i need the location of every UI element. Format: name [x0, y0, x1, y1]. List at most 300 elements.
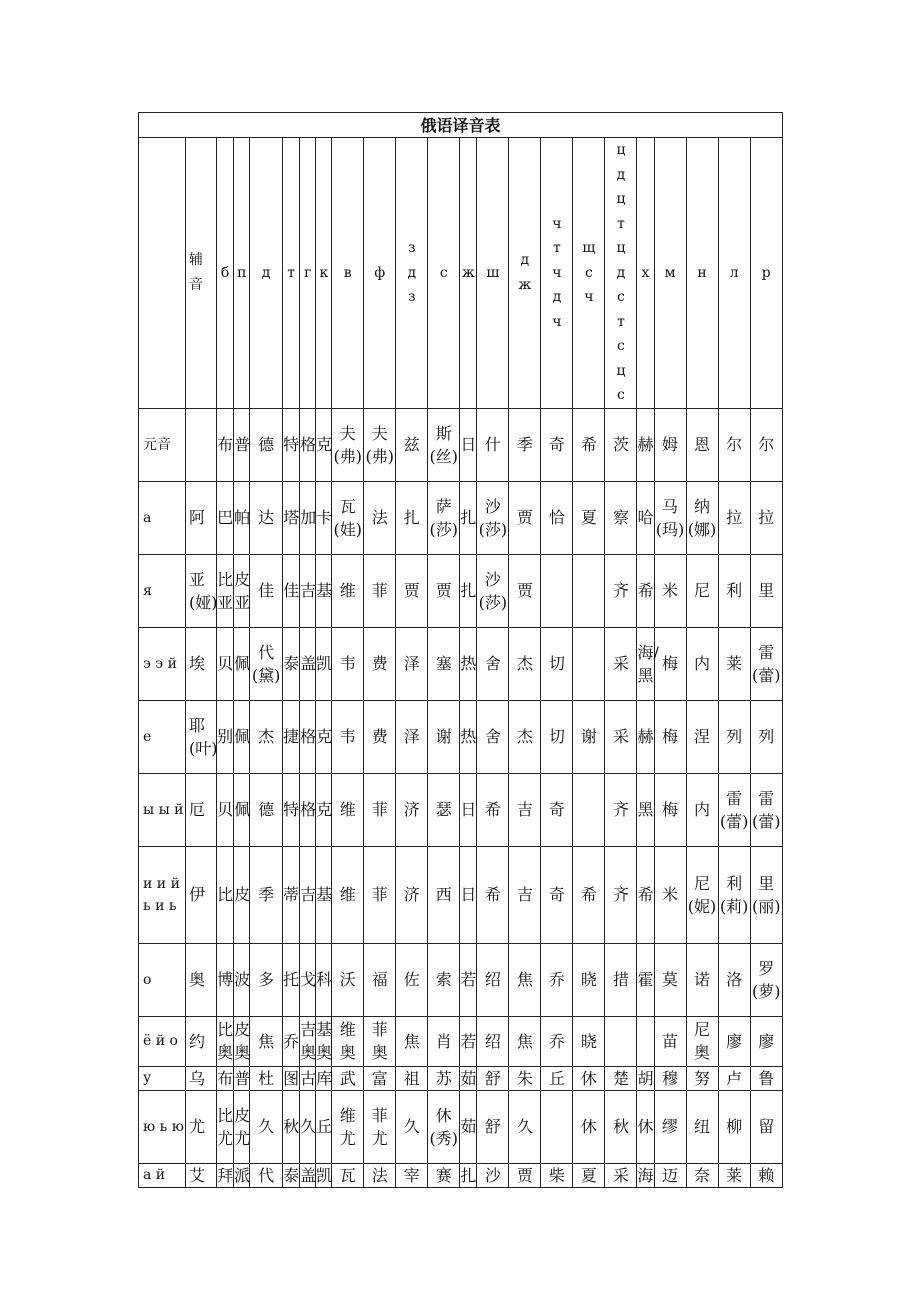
syllable-cell: 盖	[300, 1163, 316, 1187]
header-consonant: ф	[364, 138, 396, 409]
syllable-cell: 谢	[428, 700, 460, 773]
syllable-cell: 格	[300, 700, 316, 773]
vowel-syllable-cell: 艾	[186, 1163, 217, 1187]
syllable-cell: 切	[541, 700, 573, 773]
syllable-cell: 尼奥	[686, 1016, 718, 1066]
syllable-cell: 维奥	[332, 1016, 364, 1066]
syllable-cell: 皮	[234, 846, 250, 943]
syllable-cell: 肖	[428, 1016, 460, 1066]
syllable-cell: 希	[477, 773, 509, 846]
vowel-cell: ё й о	[139, 1016, 186, 1066]
syllable-cell: 茹	[460, 1090, 477, 1163]
syllable-cell: 菲奥	[364, 1016, 396, 1066]
header-row	[139, 138, 783, 409]
syllable-cell: 萨(莎)	[428, 481, 460, 554]
syllable-cell: 富	[364, 1066, 396, 1090]
syllable-cell: 达	[250, 481, 283, 554]
syllable-cell: 内	[686, 627, 718, 700]
syllable-cell: 措	[605, 943, 637, 1016]
syllable-cell: 杰	[509, 627, 541, 700]
syllable-cell: 沙	[477, 1163, 509, 1187]
syllable-cell: 罗(萝)	[750, 943, 782, 1016]
vowel-cell: о	[139, 943, 186, 1016]
syllable-cell: 法	[364, 1163, 396, 1187]
syllable-cell: 佩	[234, 700, 250, 773]
syllable-cell: 福	[364, 943, 396, 1016]
syllable-cell: 里	[750, 554, 782, 627]
table-row	[139, 408, 783, 481]
syllable-cell: 比亚	[217, 554, 234, 627]
syllable-cell: 秋	[283, 1090, 300, 1163]
vowel-syllable-cell: 伊	[186, 846, 217, 943]
syllable-cell: 维	[332, 554, 364, 627]
syllable-cell: 维尤	[332, 1090, 364, 1163]
syllable-cell: 柴	[541, 1163, 573, 1187]
header-consonant: ч т ч д ч	[541, 138, 573, 409]
syllable-cell: 盖	[300, 627, 316, 700]
syllable-cell: 吉	[300, 846, 316, 943]
syllable-cell: 普	[234, 408, 250, 481]
syllable-cell: 纳(娜)	[686, 481, 718, 554]
syllable-cell: 柳	[718, 1090, 750, 1163]
syllable-cell: 乔	[541, 1016, 573, 1066]
syllable-cell: 加	[300, 481, 316, 554]
syllable-cell: 米	[654, 846, 686, 943]
syllable-cell: 宰	[396, 1163, 428, 1187]
syllable-cell: 瑟	[428, 773, 460, 846]
header-corner: 辅音	[186, 138, 217, 409]
vowel-syllable-cell: 约	[186, 1016, 217, 1066]
syllable-cell: 凯	[316, 627, 332, 700]
table-row	[139, 943, 783, 1016]
syllable-cell	[573, 773, 605, 846]
syllable-cell: 扎	[460, 1163, 477, 1187]
syllable-cell: 绍	[477, 943, 509, 1016]
syllable-cell: 杰	[509, 700, 541, 773]
vowel-cell: ю ь ю	[139, 1090, 186, 1163]
syllable-cell: 维	[332, 846, 364, 943]
syllable-cell: 留	[750, 1090, 782, 1163]
syllable-cell: 比尤	[217, 1090, 234, 1163]
syllable-cell: 克	[316, 773, 332, 846]
syllable-cell: 格	[300, 408, 316, 481]
syllable-cell: 雷(蕾)	[718, 773, 750, 846]
syllable-cell: 希	[477, 846, 509, 943]
syllable-cell: 舍	[477, 700, 509, 773]
syllable-cell: 比	[217, 846, 234, 943]
syllable-cell: 吉	[300, 554, 316, 627]
syllable-cell: 费	[364, 700, 396, 773]
syllable-cell: 济	[396, 773, 428, 846]
syllable-cell: 采	[605, 627, 637, 700]
syllable-cell: 西	[428, 846, 460, 943]
syllable-cell: 迈	[654, 1163, 686, 1187]
syllable-cell: 梅	[654, 700, 686, 773]
table-row	[139, 554, 783, 627]
syllable-cell: 贾	[509, 481, 541, 554]
syllable-cell: 纽	[686, 1090, 718, 1163]
syllable-cell: 布	[217, 1066, 234, 1090]
syllable-cell: 诺	[686, 943, 718, 1016]
syllable-cell: 久	[300, 1090, 316, 1163]
syllable-cell: 霍	[637, 943, 654, 1016]
header-consonant: щ с ч	[573, 138, 605, 409]
header-consonant: д	[250, 138, 283, 409]
table-row	[139, 1066, 783, 1090]
vowel-syllable-cell	[186, 408, 217, 481]
syllable-cell: 吉	[509, 846, 541, 943]
syllable-cell: 代(黛)	[250, 627, 283, 700]
syllable-cell: 皮奥	[234, 1016, 250, 1066]
syllable-cell: 基	[316, 846, 332, 943]
syllable-cell: 图	[283, 1066, 300, 1090]
syllable-cell: 塔	[283, 481, 300, 554]
syllable-cell: 奈	[686, 1163, 718, 1187]
syllable-cell: 兹	[396, 408, 428, 481]
header-consonant: т	[283, 138, 300, 409]
syllable-cell: 莱	[718, 1163, 750, 1187]
header-consonant: ц д ц т ц д с т с ц с	[605, 138, 637, 409]
table-row	[139, 1090, 783, 1163]
syllable-cell: 希	[573, 846, 605, 943]
syllable-cell: 库	[316, 1066, 332, 1090]
syllable-cell: 贝	[217, 773, 234, 846]
syllable-cell: 扎	[460, 554, 477, 627]
syllable-cell: 齐	[605, 554, 637, 627]
syllable-cell	[573, 627, 605, 700]
syllable-cell	[541, 1090, 573, 1163]
syllable-cell: 乔	[541, 943, 573, 1016]
syllable-cell: 比奥	[217, 1016, 234, 1066]
syllable-cell: 吉奥	[300, 1016, 316, 1066]
syllable-cell: 莫	[654, 943, 686, 1016]
syllable-cell: 齐	[605, 846, 637, 943]
syllable-cell: 瓦	[332, 1163, 364, 1187]
syllable-cell: 奇	[541, 846, 573, 943]
syllable-cell: 拜	[217, 1163, 234, 1187]
syllable-cell: 哈	[637, 481, 654, 554]
syllable-cell: 菲	[364, 554, 396, 627]
vowel-syllable-cell: 尤	[186, 1090, 217, 1163]
header-consonant: г	[300, 138, 316, 409]
syllable-cell: 梅	[654, 773, 686, 846]
syllable-cell: 济	[396, 846, 428, 943]
syllable-cell: 夫(弗)	[332, 408, 364, 481]
syllable-cell: 涅	[686, 700, 718, 773]
syllable-cell: 齐	[605, 773, 637, 846]
syllable-cell: 维	[332, 773, 364, 846]
table-row	[139, 700, 783, 773]
syllable-cell: 祖	[396, 1066, 428, 1090]
syllable-cell: 希	[573, 408, 605, 481]
header-consonant: д ж	[509, 138, 541, 409]
vowel-syllable-cell: 耶(叶)	[186, 700, 217, 773]
syllable-cell: 季	[250, 846, 283, 943]
vowel-cell: а	[139, 481, 186, 554]
syllable-cell: 马(玛)	[654, 481, 686, 554]
header-consonant: н	[686, 138, 718, 409]
syllable-cell: 舍	[477, 627, 509, 700]
syllable-cell: 赫	[637, 408, 654, 481]
syllable-cell: 察	[605, 481, 637, 554]
syllable-cell: 蒂	[283, 846, 300, 943]
syllable-cell: 奇	[541, 408, 573, 481]
syllable-cell: 恩	[686, 408, 718, 481]
syllable-cell: 日	[460, 846, 477, 943]
syllable-cell: 秋	[605, 1090, 637, 1163]
syllable-cell: 日	[460, 773, 477, 846]
syllable-cell	[573, 554, 605, 627]
syllable-cell: 帕	[234, 481, 250, 554]
syllable-cell: 茹	[460, 1066, 477, 1090]
syllable-cell	[637, 1016, 654, 1066]
vowel-syllable-cell: 厄	[186, 773, 217, 846]
syllable-cell: 恰	[541, 481, 573, 554]
syllable-cell: 休	[573, 1066, 605, 1090]
syllable-cell: 洛	[718, 943, 750, 1016]
syllable-cell: 乔	[283, 1016, 300, 1066]
syllable-cell: 绍	[477, 1016, 509, 1066]
syllable-cell: 托	[283, 943, 300, 1016]
syllable-cell: 海/黑	[637, 627, 654, 700]
syllable-cell	[541, 554, 573, 627]
header-consonant: зд з	[396, 138, 428, 409]
table-row	[139, 1016, 783, 1066]
syllable-cell: 贝	[217, 627, 234, 700]
syllable-cell: 列	[750, 700, 782, 773]
syllable-cell: 武	[332, 1066, 364, 1090]
syllable-cell: 尔	[750, 408, 782, 481]
table-row	[139, 846, 783, 943]
syllable-cell: 希	[637, 554, 654, 627]
syllable-cell: 沙(莎)	[477, 554, 509, 627]
syllable-cell: 休(秀)	[428, 1090, 460, 1163]
syllable-cell: 夏	[573, 1163, 605, 1187]
syllable-cell: 克	[316, 408, 332, 481]
syllable-cell: 菲	[364, 846, 396, 943]
syllable-cell: 菲	[364, 773, 396, 846]
header-consonant: м	[654, 138, 686, 409]
table-row	[139, 481, 783, 554]
syllable-cell: 卢	[718, 1066, 750, 1090]
syllable-cell: 休	[637, 1090, 654, 1163]
syllable-cell: 采	[605, 700, 637, 773]
table-row	[139, 1163, 783, 1187]
header-consonant: в	[332, 138, 364, 409]
syllable-cell: 戈	[300, 943, 316, 1016]
transliteration-table	[138, 112, 783, 1188]
header-consonant: х	[637, 138, 654, 409]
syllable-cell: 热	[460, 700, 477, 773]
syllable-cell: 瓦(娃)	[332, 481, 364, 554]
syllable-cell: 谢	[573, 700, 605, 773]
vowel-cell: у	[139, 1066, 186, 1090]
header-consonant: ж	[460, 138, 477, 409]
syllable-cell: 韦	[332, 700, 364, 773]
syllable-cell: 切	[541, 627, 573, 700]
syllable-cell: 巴	[217, 481, 234, 554]
syllable-cell: 菲尤	[364, 1090, 396, 1163]
syllable-cell: 别	[217, 700, 234, 773]
syllable-cell: 海	[637, 1163, 654, 1187]
syllable-cell: 热	[460, 627, 477, 700]
syllable-cell: 波	[234, 943, 250, 1016]
table-row	[139, 773, 783, 846]
syllable-cell: 久	[250, 1090, 283, 1163]
syllable-cell: 采	[605, 1163, 637, 1187]
syllable-cell: 赫	[637, 700, 654, 773]
syllable-cell: 特	[283, 408, 300, 481]
syllable-cell: 日	[460, 408, 477, 481]
syllable-cell: 努	[686, 1066, 718, 1090]
syllable-cell: 基	[316, 554, 332, 627]
header-consonant: л	[718, 138, 750, 409]
syllable-cell: 尼	[686, 554, 718, 627]
syllable-cell: 沃	[332, 943, 364, 1016]
vowel-syllable-cell: 阿	[186, 481, 217, 554]
syllable-cell: 凯	[316, 1163, 332, 1187]
syllable-cell: 夏	[573, 481, 605, 554]
syllable-cell: 赛	[428, 1163, 460, 1187]
syllable-cell: 若	[460, 943, 477, 1016]
syllable-cell: 缪	[654, 1090, 686, 1163]
header-consonant: к	[316, 138, 332, 409]
syllable-cell: 德	[250, 408, 283, 481]
syllable-cell: 斯(丝)	[428, 408, 460, 481]
syllable-cell: 列	[718, 700, 750, 773]
syllable-cell: 季	[509, 408, 541, 481]
syllable-cell: 泰	[283, 627, 300, 700]
syllable-cell: 苗	[654, 1016, 686, 1066]
syllable-cell: 梅	[654, 627, 686, 700]
syllable-cell: 费	[364, 627, 396, 700]
syllable-cell: 雷(蕾)	[750, 627, 782, 700]
syllable-cell: 焦	[396, 1016, 428, 1066]
syllable-cell: 若	[460, 1016, 477, 1066]
syllable-cell: 卡	[316, 481, 332, 554]
header-empty	[139, 138, 186, 409]
syllable-cell: 佐	[396, 943, 428, 1016]
syllable-cell: 贾	[396, 554, 428, 627]
syllable-cell: 基奥	[316, 1016, 332, 1066]
syllable-cell: 黑	[637, 773, 654, 846]
syllable-cell: 廖	[718, 1016, 750, 1066]
syllable-cell: 休	[573, 1090, 605, 1163]
header-consonant: р	[750, 138, 782, 409]
syllable-cell: 丘	[316, 1090, 332, 1163]
syllable-cell: 佳	[283, 554, 300, 627]
syllable-cell: 泽	[396, 627, 428, 700]
syllable-cell: 焦	[509, 1016, 541, 1066]
syllable-cell: 格	[300, 773, 316, 846]
table-row	[139, 627, 783, 700]
syllable-cell: 科	[316, 943, 332, 1016]
syllable-cell: 杰	[250, 700, 283, 773]
syllable-cell: 特	[283, 773, 300, 846]
syllable-cell: 泽	[396, 700, 428, 773]
syllable-cell: 代	[250, 1163, 283, 1187]
syllable-cell: 楚	[605, 1066, 637, 1090]
syllable-cell: 利(莉)	[718, 846, 750, 943]
syllable-cell: 久	[509, 1090, 541, 1163]
vowel-cell: э э й	[139, 627, 186, 700]
syllable-cell: 贾	[509, 1163, 541, 1187]
syllable-cell: 晓	[573, 1016, 605, 1066]
syllable-cell: 姆	[654, 408, 686, 481]
syllable-cell: 多	[250, 943, 283, 1016]
table-title: 俄语译音表	[139, 113, 783, 138]
syllable-cell: 朱	[509, 1066, 541, 1090]
syllable-cell: 皮亚	[234, 554, 250, 627]
syllable-cell: 皮尤	[234, 1090, 250, 1163]
header-consonant: б	[217, 138, 234, 409]
syllable-cell: 尔	[718, 408, 750, 481]
syllable-cell: 胡	[637, 1066, 654, 1090]
syllable-cell: 希	[637, 846, 654, 943]
header-consonant: п	[234, 138, 250, 409]
syllable-cell: 捷	[283, 700, 300, 773]
syllable-cell: 德	[250, 773, 283, 846]
syllable-cell: 布	[217, 408, 234, 481]
vowel-cell: а й	[139, 1163, 186, 1187]
syllable-cell: 韦	[332, 627, 364, 700]
syllable-cell: 普	[234, 1066, 250, 1090]
syllable-cell: 雷(蕾)	[750, 773, 782, 846]
syllable-cell: 舒	[477, 1066, 509, 1090]
syllable-cell: 扎	[396, 481, 428, 554]
vowel-syllable-cell: 奥	[186, 943, 217, 1016]
syllable-cell: 内	[686, 773, 718, 846]
syllable-cell: 焦	[509, 943, 541, 1016]
vowel-syllable-cell: 埃	[186, 627, 217, 700]
syllable-cell: 佩	[234, 627, 250, 700]
syllable-cell: 鲁	[750, 1066, 782, 1090]
syllable-cell: 古	[300, 1066, 316, 1090]
syllable-cell: 索	[428, 943, 460, 1016]
syllable-cell: 派	[234, 1163, 250, 1187]
syllable-cell: 夫(弗)	[364, 408, 396, 481]
syllable-cell: 莱	[718, 627, 750, 700]
syllable-cell: 焦	[250, 1016, 283, 1066]
syllable-cell	[605, 1016, 637, 1066]
syllable-cell: 佳	[250, 554, 283, 627]
syllable-cell: 博	[217, 943, 234, 1016]
vowel-cell: я	[139, 554, 186, 627]
vowel-cell: и и й ь и ь	[139, 846, 186, 943]
syllable-cell: 舒	[477, 1090, 509, 1163]
syllable-cell: 吉	[509, 773, 541, 846]
syllable-cell: 扎	[460, 481, 477, 554]
vowel-syllable-cell: 乌	[186, 1066, 217, 1090]
header-consonant: ш	[477, 138, 509, 409]
syllable-cell: 拉	[750, 481, 782, 554]
syllable-cell: 廖	[750, 1016, 782, 1066]
syllable-cell: 拉	[718, 481, 750, 554]
vowel-syllable-cell: 亚(娅)	[186, 554, 217, 627]
syllable-cell: 利	[718, 554, 750, 627]
syllable-cell: 杜	[250, 1066, 283, 1090]
syllable-cell: 泰	[283, 1163, 300, 1187]
syllable-cell: 茨	[605, 408, 637, 481]
syllable-cell: 塞	[428, 627, 460, 700]
syllable-cell: 什	[477, 408, 509, 481]
syllable-cell: 穆	[654, 1066, 686, 1090]
syllable-cell: 赖	[750, 1163, 782, 1187]
syllable-cell: 久	[396, 1090, 428, 1163]
syllable-cell: 贾	[509, 554, 541, 627]
vowel-cell: ы ы й	[139, 773, 186, 846]
syllable-cell: 尼(妮)	[686, 846, 718, 943]
